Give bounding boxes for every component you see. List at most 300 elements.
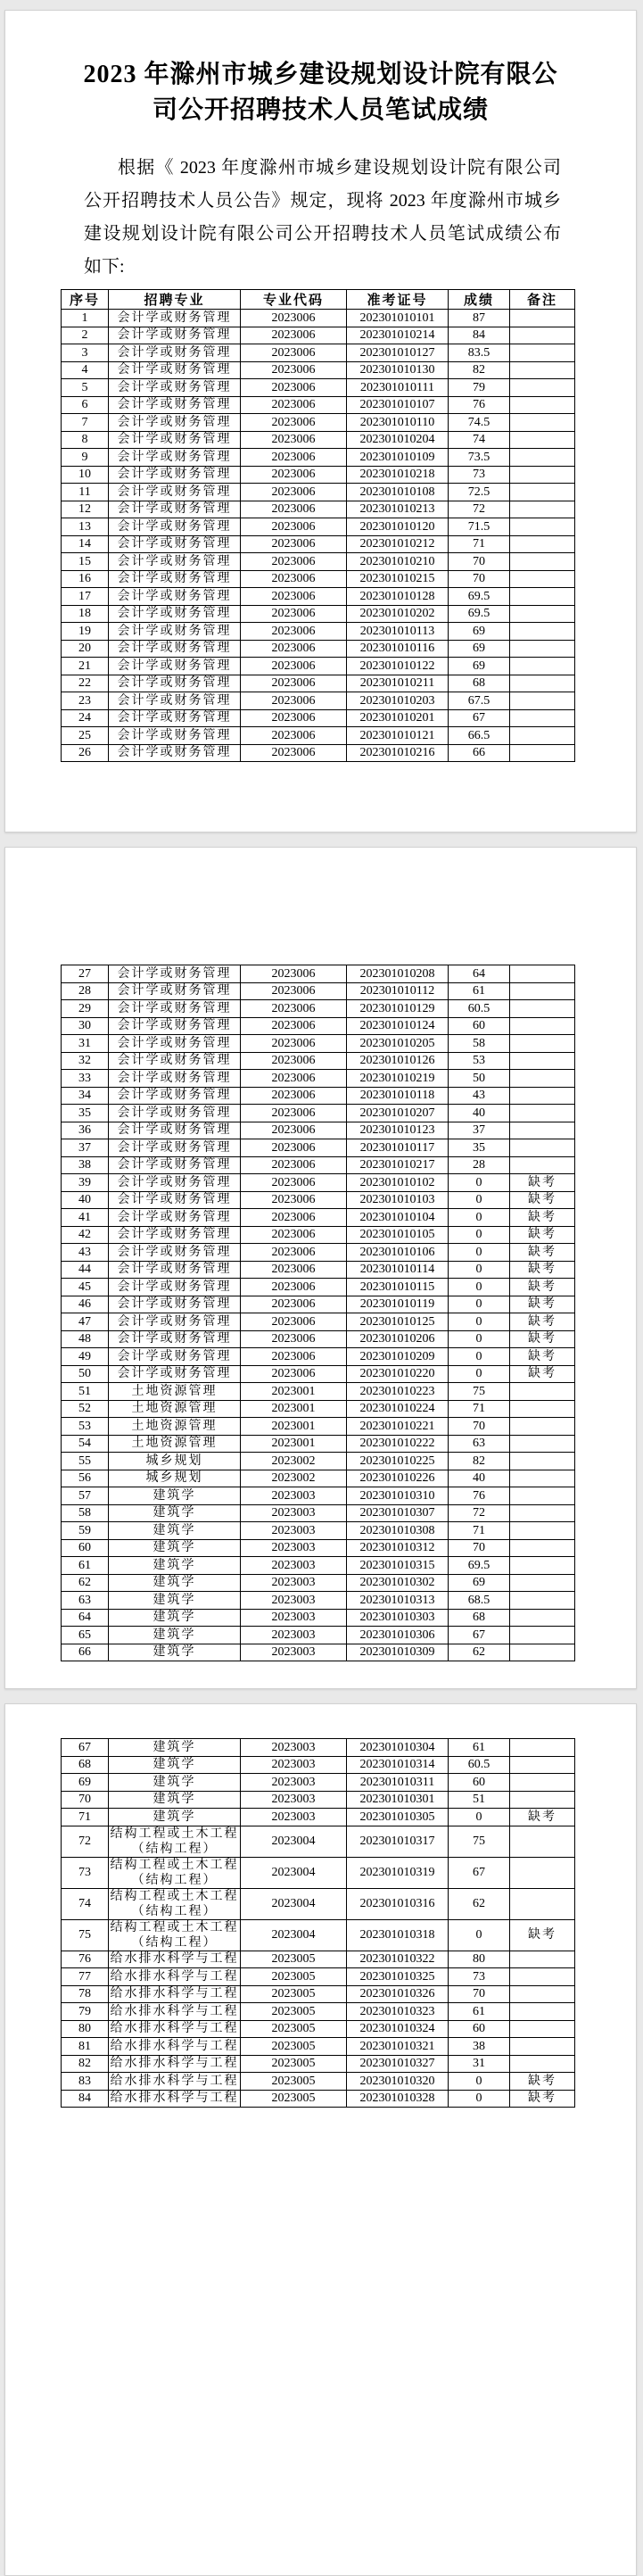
- cell-code: 2023006: [241, 744, 347, 762]
- cell-major: 给水排水科学与工程: [109, 1985, 241, 2003]
- title-line-2: 司公开招聘技术人员笔试成绩: [152, 96, 489, 124]
- cell-score: 28: [449, 1156, 510, 1174]
- cell-note: [510, 379, 575, 397]
- cell-ticket: 202301010325: [347, 1968, 449, 1986]
- cell-score: 74.5: [449, 414, 510, 432]
- cell-score: 76: [449, 396, 510, 414]
- cell-note: [510, 1739, 575, 1757]
- cell-seq: 26: [62, 744, 109, 762]
- cell-score: 63: [449, 1435, 510, 1453]
- table-row: [62, 1139, 575, 1157]
- cell-seq: 23: [62, 692, 109, 710]
- cell-seq: 79: [62, 2003, 109, 2021]
- cell-code: 2023006: [241, 1313, 347, 1331]
- cell-seq: 45: [62, 1279, 109, 1296]
- cell-score: 71.5: [449, 518, 510, 536]
- cell-ticket: 202301010315: [347, 1557, 449, 1575]
- cell-score: 71: [449, 1400, 510, 1418]
- cell-seq: 28: [62, 982, 109, 1000]
- cell-score: 70: [449, 1418, 510, 1436]
- cell-ticket: 202301010113: [347, 623, 449, 641]
- cell-seq: 1: [62, 310, 109, 327]
- cell-major: 会计学或财务管理: [109, 1244, 241, 1262]
- cell-note: [510, 327, 575, 344]
- table-row: [62, 1592, 575, 1610]
- cell-major: 会计学或财务管理: [109, 1070, 241, 1088]
- cell-code: 2023002: [241, 1470, 347, 1487]
- cell-major: 会计学或财务管理: [109, 727, 241, 745]
- cell-note: [510, 1139, 575, 1157]
- table-row: [62, 1774, 575, 1792]
- page-3: [4, 1703, 637, 2576]
- cell-code: 2023006: [241, 623, 347, 641]
- cell-code: 2023005: [241, 2055, 347, 2073]
- cell-major: 会计学或财务管理: [109, 1122, 241, 1139]
- cell-seq: 81: [62, 2038, 109, 2056]
- scores-table-page-1: [61, 289, 575, 762]
- cell-seq: 60: [62, 1539, 109, 1557]
- cell-seq: 72: [62, 1826, 109, 1857]
- cell-ticket: 202301010205: [347, 1035, 449, 1053]
- cell-seq: 22: [62, 675, 109, 692]
- cell-score: 37: [449, 1122, 510, 1139]
- table-row: [62, 1791, 575, 1809]
- cell-ticket: 202301010326: [347, 1985, 449, 2003]
- table-row: [62, 2090, 575, 2108]
- cell-code: 2023006: [241, 658, 347, 675]
- cell-ticket: 202301010101: [347, 310, 449, 327]
- table-row: [62, 1435, 575, 1453]
- cell-score: 66: [449, 744, 510, 762]
- cell-note: [510, 588, 575, 606]
- cell-seq: 54: [62, 1435, 109, 1453]
- cell-code: 2023004: [241, 1857, 347, 1888]
- cell-seq: 35: [62, 1105, 109, 1122]
- cell-score: 66.5: [449, 727, 510, 745]
- cell-note: [510, 396, 575, 414]
- cell-code: 2023006: [241, 1052, 347, 1070]
- cell-ticket: 202301010118: [347, 1087, 449, 1105]
- cell-ticket: 202301010130: [347, 361, 449, 379]
- cell-code: 2023003: [241, 1609, 347, 1627]
- cell-note: [510, 1435, 575, 1453]
- cell-seq: 4: [62, 361, 109, 379]
- cell-note: [510, 965, 575, 983]
- cell-ticket: 202301010212: [347, 535, 449, 553]
- table-row: [62, 1739, 575, 1757]
- cell-ticket: 202301010313: [347, 1592, 449, 1610]
- cell-code: 2023004: [241, 1888, 347, 1919]
- cell-seq: 64: [62, 1609, 109, 1627]
- table-row: [62, 1226, 575, 1244]
- cell-major: 土地资源管理: [109, 1418, 241, 1436]
- cell-seq: 34: [62, 1087, 109, 1105]
- cell-score: 70: [449, 553, 510, 571]
- cell-major: 会计学或财务管理: [109, 1365, 241, 1383]
- table-row: [62, 658, 575, 675]
- cell-score: 69.5: [449, 605, 510, 623]
- cell-ticket: 202301010128: [347, 588, 449, 606]
- cell-seq: 10: [62, 466, 109, 484]
- cell-note: [510, 344, 575, 362]
- cell-note: [510, 727, 575, 745]
- cell-major: 会计学或财务管理: [109, 431, 241, 449]
- cell-score: 40: [449, 1470, 510, 1487]
- cell-note: 缺考: [510, 2090, 575, 2108]
- cell-seq: 30: [62, 1017, 109, 1035]
- cell-note: [510, 484, 575, 501]
- cell-major: 会计学或财务管理: [109, 1017, 241, 1035]
- cell-seq: 69: [62, 1774, 109, 1792]
- cell-seq: 40: [62, 1191, 109, 1209]
- cell-seq: 15: [62, 553, 109, 571]
- cell-major: 给水排水科学与工程: [109, 2020, 241, 2038]
- cell-seq: 31: [62, 1035, 109, 1053]
- cell-code: 2023006: [241, 982, 347, 1000]
- cell-seq: 67: [62, 1739, 109, 1757]
- cell-major: 会计学或财务管理: [109, 1330, 241, 1348]
- cell-score: 0: [449, 1261, 510, 1279]
- cell-score: 69: [449, 623, 510, 641]
- cell-major: 土地资源管理: [109, 1400, 241, 1418]
- table-row: [62, 414, 575, 432]
- cell-code: 2023006: [241, 1296, 347, 1313]
- cell-major: 给水排水科学与工程: [109, 2003, 241, 2021]
- cell-code: 2023006: [241, 484, 347, 501]
- cell-score: 74: [449, 431, 510, 449]
- cell-seq: 49: [62, 1348, 109, 1366]
- cell-code: 2023006: [241, 1279, 347, 1296]
- cell-major: 建筑学: [109, 1791, 241, 1809]
- table-row: [62, 466, 575, 484]
- cell-seq: 62: [62, 1574, 109, 1592]
- cell-score: 67: [449, 709, 510, 727]
- cell-note: 缺考: [510, 1809, 575, 1826]
- cell-ticket: 202301010328: [347, 2090, 449, 2108]
- cell-score: 0: [449, 2073, 510, 2091]
- cell-ticket: 202301010102: [347, 1174, 449, 1192]
- cell-major: 会计学或财务管理: [109, 588, 241, 606]
- header-major: 招聘专业: [109, 290, 241, 310]
- cell-score: 35: [449, 1139, 510, 1157]
- cell-major: 建筑学: [109, 1487, 241, 1505]
- cell-code: 2023006: [241, 1139, 347, 1157]
- cell-code: 2023004: [241, 1919, 347, 1951]
- cell-note: [510, 658, 575, 675]
- cell-score: 82: [449, 1453, 510, 1470]
- table-row: [62, 1296, 575, 1313]
- cell-note: [510, 1968, 575, 1986]
- cell-score: 62: [449, 1644, 510, 1661]
- cell-seq: 19: [62, 623, 109, 641]
- cell-note: [510, 1857, 575, 1888]
- cell-note: [510, 1574, 575, 1592]
- cell-note: [510, 310, 575, 327]
- cell-score: 75: [449, 1383, 510, 1401]
- cell-note: 缺考: [510, 1261, 575, 1279]
- cell-major: 会计学或财务管理: [109, 1313, 241, 1331]
- cell-major: 建筑学: [109, 1522, 241, 1540]
- header-code: 专业代码: [241, 290, 347, 310]
- cell-note: [510, 623, 575, 641]
- cell-score: 73.5: [449, 449, 510, 467]
- cell-code: 2023006: [241, 1174, 347, 1192]
- cell-ticket: 202301010126: [347, 1052, 449, 1070]
- cell-ticket: 202301010309: [347, 1644, 449, 1661]
- table-row: [62, 1968, 575, 1986]
- cell-seq: 2: [62, 327, 109, 344]
- cell-code: 2023006: [241, 518, 347, 536]
- cell-code: 2023005: [241, 2003, 347, 2021]
- table-row: [62, 2020, 575, 2038]
- cell-ticket: 202301010320: [347, 2073, 449, 2091]
- cell-code: 2023001: [241, 1435, 347, 1453]
- cell-seq: 16: [62, 570, 109, 588]
- cell-score: 0: [449, 1313, 510, 1331]
- cell-seq: 24: [62, 709, 109, 727]
- cell-seq: 29: [62, 1000, 109, 1018]
- cell-code: 2023006: [241, 396, 347, 414]
- cell-major: 建筑学: [109, 1557, 241, 1575]
- cell-score: 53: [449, 1052, 510, 1070]
- cell-seq: 25: [62, 727, 109, 745]
- cell-score: 38: [449, 2038, 510, 2056]
- cell-ticket: 202301010202: [347, 605, 449, 623]
- header-score: 成绩: [449, 290, 510, 310]
- cell-seq: 33: [62, 1070, 109, 1088]
- cell-code: 2023005: [241, 2020, 347, 2038]
- table-header-row: [62, 290, 575, 310]
- cell-note: [510, 2038, 575, 2056]
- cell-seq: 41: [62, 1209, 109, 1227]
- header-note: 备注: [510, 290, 575, 310]
- table-row: [62, 1756, 575, 1774]
- cell-seq: 47: [62, 1313, 109, 1331]
- cell-major: 建筑学: [109, 1592, 241, 1610]
- cell-major: 会计学或财务管理: [109, 623, 241, 641]
- table-row: [62, 484, 575, 501]
- cell-major: 会计学或财务管理: [109, 501, 241, 518]
- cell-ticket: 202301010123: [347, 1122, 449, 1139]
- table-row: [62, 1609, 575, 1627]
- cell-seq: 68: [62, 1756, 109, 1774]
- table-row: [62, 1400, 575, 1418]
- table-row: [62, 1156, 575, 1174]
- cell-code: 2023006: [241, 1348, 347, 1366]
- cell-score: 84: [449, 327, 510, 344]
- cell-seq: 3: [62, 344, 109, 362]
- cell-note: [510, 1644, 575, 1661]
- cell-note: [510, 1087, 575, 1105]
- cell-note: 缺考: [510, 1348, 575, 1366]
- cell-code: 2023006: [241, 431, 347, 449]
- cell-score: 0: [449, 1226, 510, 1244]
- table-row: [62, 709, 575, 727]
- cell-code: 2023005: [241, 2073, 347, 2091]
- cell-score: 60: [449, 2020, 510, 2038]
- cell-note: 缺考: [510, 1191, 575, 1209]
- cell-ticket: 202301010327: [347, 2055, 449, 2073]
- cell-note: 缺考: [510, 1279, 575, 1296]
- cell-score: 0: [449, 1244, 510, 1262]
- cell-note: [510, 1557, 575, 1575]
- cell-seq: 44: [62, 1261, 109, 1279]
- cell-code: 2023005: [241, 2090, 347, 2108]
- cell-code: 2023002: [241, 1453, 347, 1470]
- table-row: [62, 1191, 575, 1209]
- cell-note: [510, 1888, 575, 1919]
- cell-ticket: 202301010211: [347, 675, 449, 692]
- cell-code: 2023001: [241, 1418, 347, 1436]
- cell-code: 2023006: [241, 727, 347, 745]
- cell-ticket: 202301010214: [347, 327, 449, 344]
- cell-score: 70: [449, 1539, 510, 1557]
- cell-code: 2023005: [241, 1985, 347, 2003]
- table-row: [62, 1279, 575, 1296]
- cell-score: 0: [449, 1296, 510, 1313]
- table-row: [62, 1035, 575, 1053]
- cell-score: 50: [449, 1070, 510, 1088]
- table-row: [62, 1070, 575, 1088]
- cell-seq: 48: [62, 1330, 109, 1348]
- cell-ticket: 202301010314: [347, 1756, 449, 1774]
- cell-seq: 39: [62, 1174, 109, 1192]
- table-row: [62, 310, 575, 327]
- cell-seq: 7: [62, 414, 109, 432]
- cell-code: 2023006: [241, 379, 347, 397]
- cell-seq: 20: [62, 640, 109, 658]
- cell-ticket: 202301010303: [347, 1609, 449, 1627]
- intro-line: 根据《 2023 年度滁州市城乡建设规划设计院有限公司: [118, 158, 561, 178]
- cell-seq: 50: [62, 1365, 109, 1383]
- cell-code: 2023006: [241, 675, 347, 692]
- cell-note: [510, 414, 575, 432]
- cell-code: 2023006: [241, 1209, 347, 1227]
- cell-note: [510, 1539, 575, 1557]
- cell-note: [510, 1826, 575, 1857]
- cell-note: [510, 1609, 575, 1627]
- cell-ticket: 202301010208: [347, 965, 449, 983]
- cell-seq: 32: [62, 1052, 109, 1070]
- cell-ticket: 202301010207: [347, 1105, 449, 1122]
- cell-code: 2023006: [241, 588, 347, 606]
- cell-major: 会计学或财务管理: [109, 379, 241, 397]
- table-row: [62, 744, 575, 762]
- cell-ticket: 202301010310: [347, 1487, 449, 1505]
- cell-ticket: 202301010316: [347, 1888, 449, 1919]
- cell-seq: 27: [62, 965, 109, 983]
- table-row: [62, 692, 575, 710]
- cell-code: 2023006: [241, 1365, 347, 1383]
- cell-ticket: 202301010220: [347, 1365, 449, 1383]
- cell-major: 会计学或财务管理: [109, 965, 241, 983]
- cell-ticket: 202301010103: [347, 1191, 449, 1209]
- cell-major: 会计学或财务管理: [109, 658, 241, 675]
- table-row: [62, 965, 575, 983]
- cell-note: [510, 1774, 575, 1792]
- cell-code: 2023001: [241, 1383, 347, 1401]
- cell-note: [510, 431, 575, 449]
- cell-score: 0: [449, 1365, 510, 1383]
- cell-seq: 80: [62, 2020, 109, 2038]
- cell-major: 会计学或财务管理: [109, 1261, 241, 1279]
- cell-code: 2023006: [241, 965, 347, 983]
- cell-major: 建筑学: [109, 1739, 241, 1757]
- cell-major: 会计学或财务管理: [109, 1296, 241, 1313]
- cell-ticket: 202301010109: [347, 449, 449, 467]
- cell-ticket: 202301010213: [347, 501, 449, 518]
- cell-ticket: 202301010321: [347, 2038, 449, 2056]
- cell-score: 73: [449, 466, 510, 484]
- cell-major: 会计学或财务管理: [109, 570, 241, 588]
- cell-seq: 9: [62, 449, 109, 467]
- table-row: [62, 1919, 575, 1951]
- cell-note: [510, 570, 575, 588]
- cell-seq: 63: [62, 1592, 109, 1610]
- scores-table-page-2: [61, 965, 575, 1661]
- header-seq: 序号: [62, 290, 109, 310]
- cell-code: 2023006: [241, 535, 347, 553]
- table-row: [62, 501, 575, 518]
- cell-major: 会计学或财务管理: [109, 344, 241, 362]
- cell-score: 79: [449, 379, 510, 397]
- cell-ticket: 202301010217: [347, 1156, 449, 1174]
- table-row: [62, 1418, 575, 1436]
- cell-note: [510, 1052, 575, 1070]
- cell-seq: 36: [62, 1122, 109, 1139]
- cell-ticket: 202301010324: [347, 2020, 449, 2038]
- cell-major: 会计学或财务管理: [109, 1035, 241, 1053]
- cell-major: 会计学或财务管理: [109, 1191, 241, 1209]
- cell-note: [510, 675, 575, 692]
- cell-major: 给水排水科学与工程: [109, 2038, 241, 2056]
- cell-ticket: 202301010124: [347, 1017, 449, 1035]
- cell-note: [510, 361, 575, 379]
- cell-note: [510, 535, 575, 553]
- cell-seq: 46: [62, 1296, 109, 1313]
- cell-score: 69: [449, 1574, 510, 1592]
- cell-seq: 56: [62, 1470, 109, 1487]
- cell-score: 70: [449, 1985, 510, 2003]
- table-row: [62, 2055, 575, 2073]
- cell-ticket: 202301010319: [347, 1857, 449, 1888]
- table-row: [62, 1985, 575, 2003]
- cell-major: 会计学或财务管理: [109, 449, 241, 467]
- table-row: [62, 1809, 575, 1826]
- cell-major: 会计学或财务管理: [109, 692, 241, 710]
- cell-seq: 78: [62, 1985, 109, 2003]
- cell-seq: 12: [62, 501, 109, 518]
- cell-note: [510, 744, 575, 762]
- cell-seq: 55: [62, 1453, 109, 1470]
- cell-ticket: 202301010203: [347, 692, 449, 710]
- cell-seq: 61: [62, 1557, 109, 1575]
- cell-code: 2023006: [241, 640, 347, 658]
- table-row: [62, 1348, 575, 1366]
- cell-seq: 73: [62, 1857, 109, 1888]
- cell-ticket: 202301010210: [347, 553, 449, 571]
- cell-note: [510, 1017, 575, 1035]
- cell-score: 69: [449, 658, 510, 675]
- cell-code: 2023003: [241, 1504, 347, 1522]
- cell-ticket: 202301010216: [347, 744, 449, 762]
- cell-score: 73: [449, 1968, 510, 1986]
- cell-ticket: 202301010122: [347, 658, 449, 675]
- table-row: [62, 1087, 575, 1105]
- cell-ticket: 202301010307: [347, 1504, 449, 1522]
- cell-note: [510, 1122, 575, 1139]
- table-row: [62, 1261, 575, 1279]
